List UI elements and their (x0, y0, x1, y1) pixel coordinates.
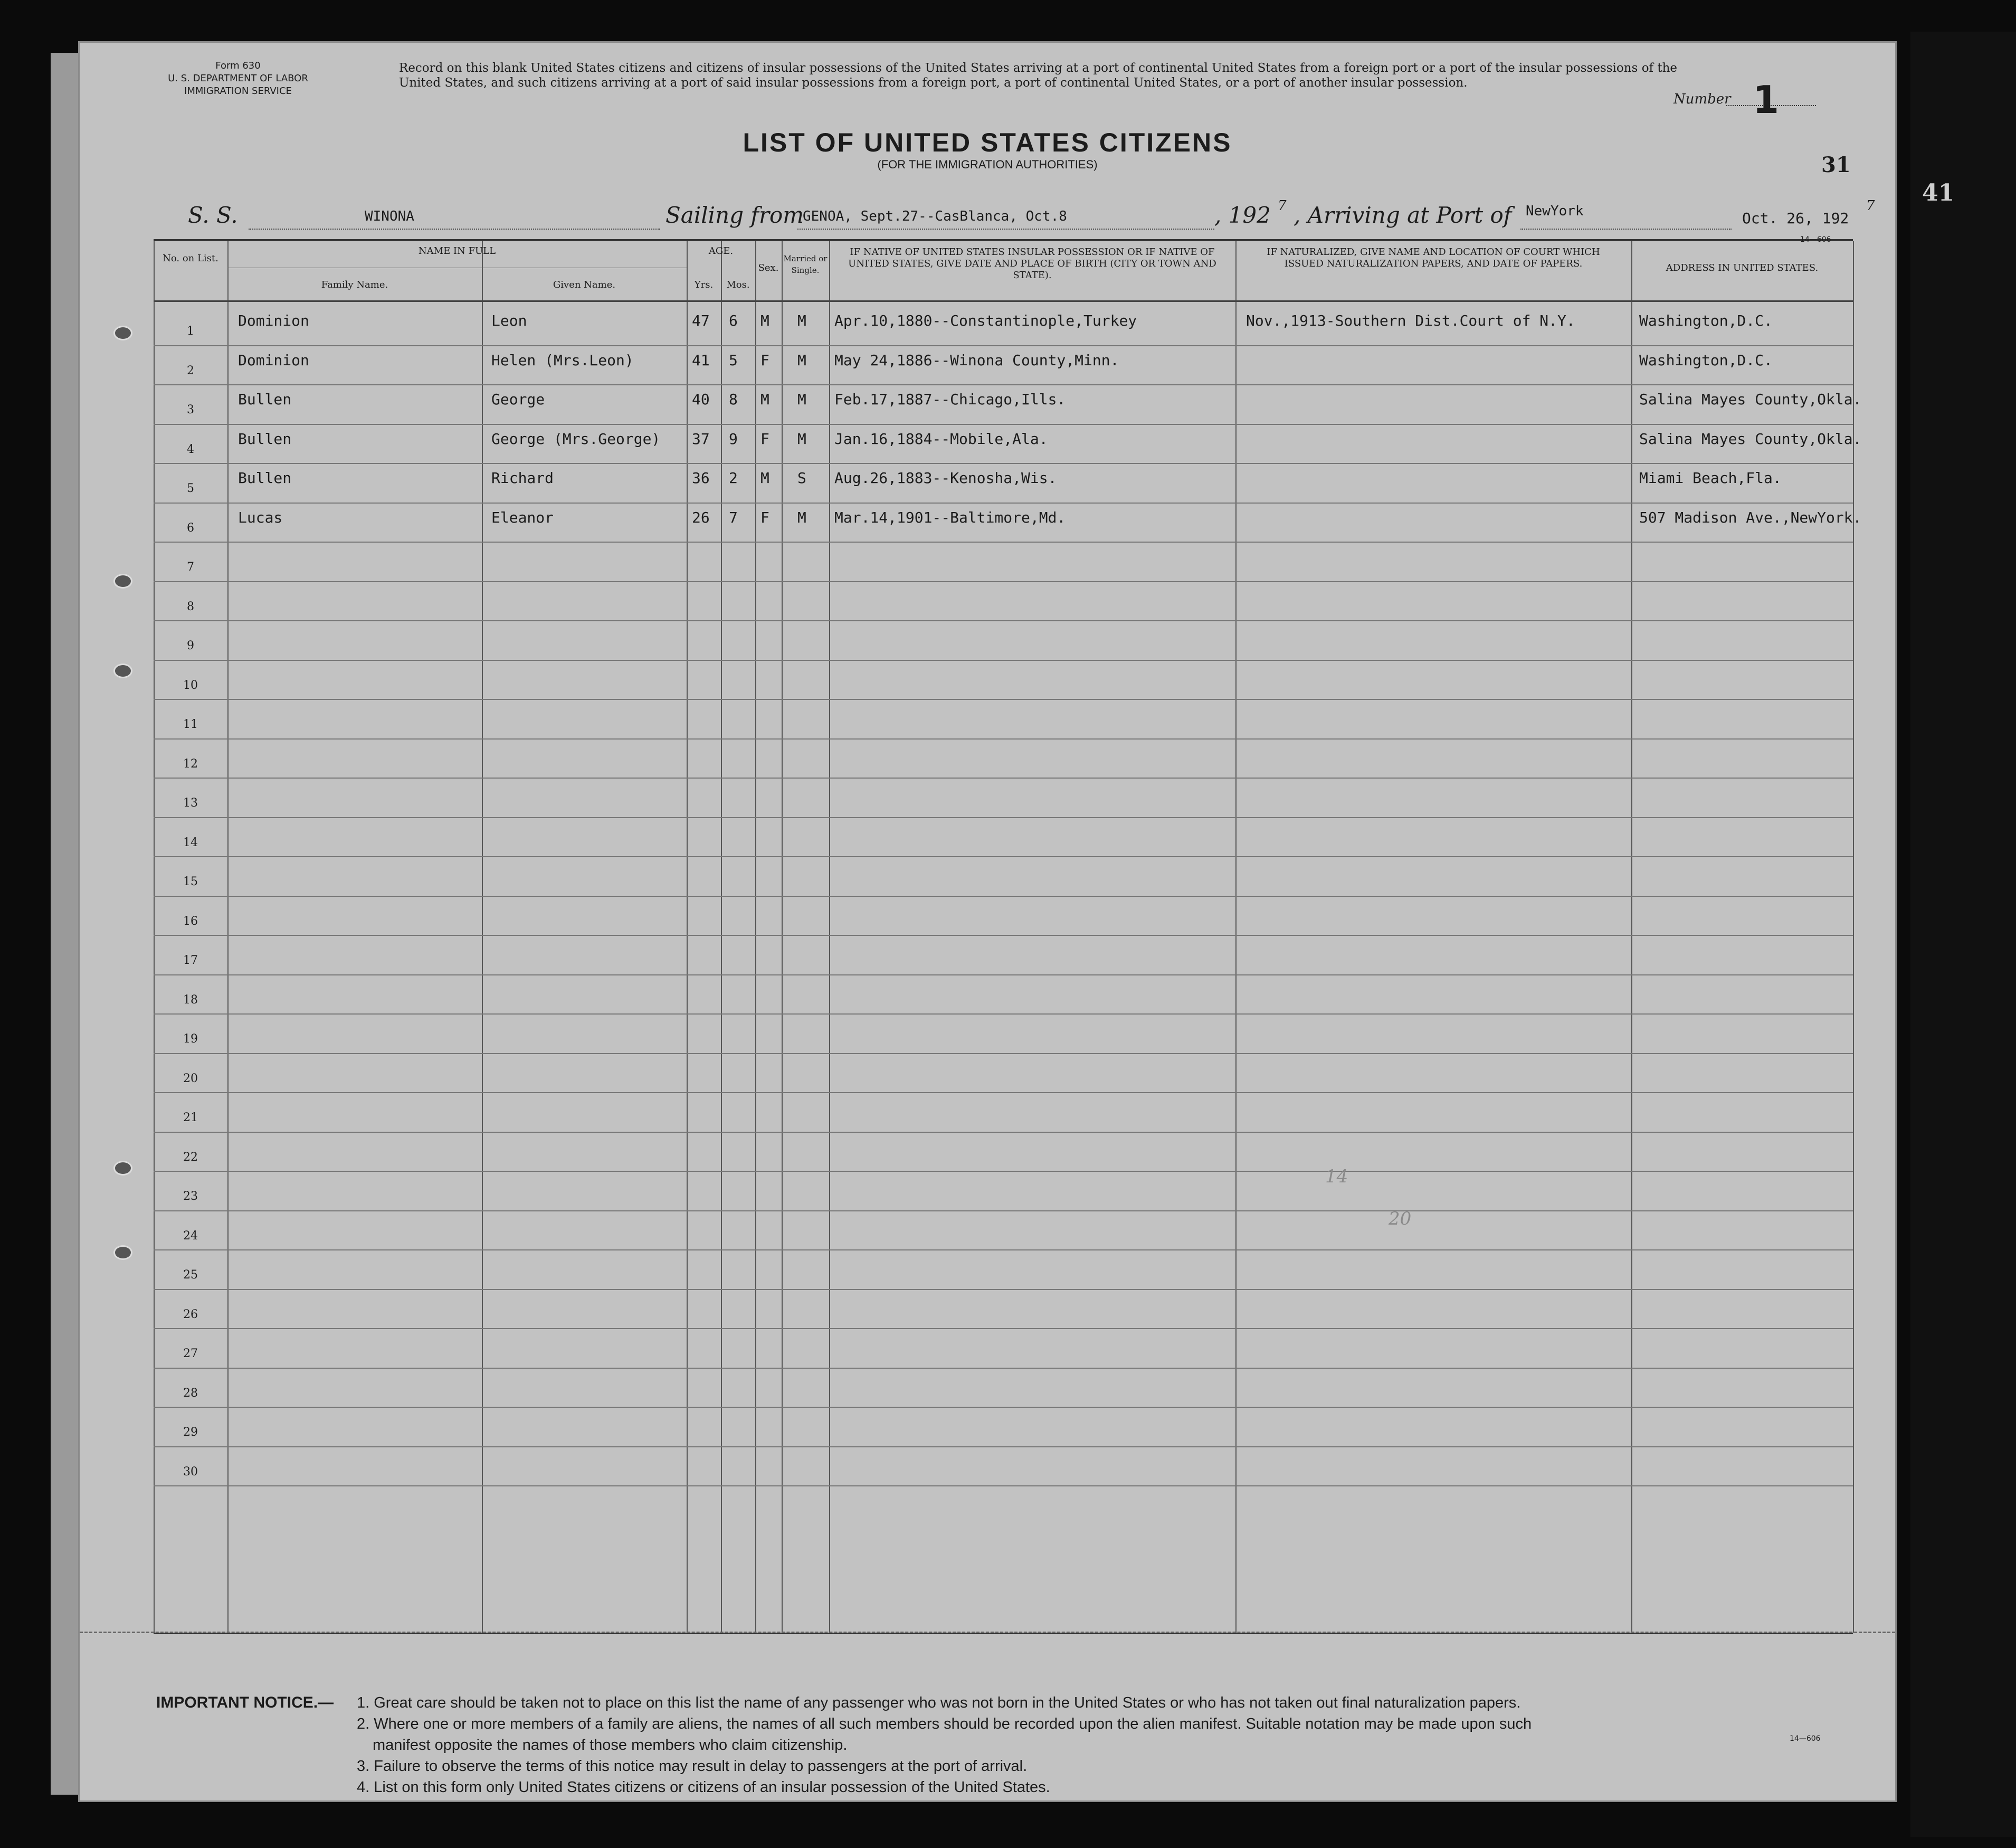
row-number: 18 (183, 993, 198, 1007)
cell-yrs: 40 (692, 391, 710, 408)
cell-ms: M (797, 430, 806, 448)
cell-family: Dominion (238, 351, 309, 369)
row-number: 27 (183, 1347, 198, 1360)
cell-ms: M (797, 391, 806, 408)
col-age: AGE. (708, 245, 734, 257)
ss-label: S. S. (188, 202, 238, 228)
cell-birth: Mar.14,1901--Baltimore,Md. (834, 508, 1066, 526)
cell-naturalization: Nov.,1913-Southern Dist.Court of N.Y. (1246, 312, 1575, 329)
cell-given: Leon (491, 312, 527, 329)
page-number: 31 (1821, 153, 1851, 177)
row-number: 20 (183, 1072, 198, 1085)
cell-mos: 8 (729, 391, 738, 408)
cell-yrs: 47 (692, 312, 710, 329)
row-number: 22 (183, 1150, 198, 1164)
row-number: 19 (183, 1032, 198, 1046)
cell-sex: F (760, 430, 769, 448)
row-rule (154, 660, 1853, 661)
cell-mos: 6 (729, 312, 738, 329)
pencil-mark: 20 (1389, 1208, 1412, 1229)
cell-yrs: 36 (692, 469, 710, 487)
row-number: 25 (183, 1268, 198, 1282)
cell-family: Bullen (238, 469, 292, 487)
row-rule (154, 1210, 1853, 1211)
row-rule (154, 935, 1853, 936)
cell-ms: M (797, 312, 806, 329)
row-number: 28 (183, 1386, 198, 1400)
row-rule (154, 1446, 1853, 1447)
row-rule (154, 345, 1853, 346)
row-rule (154, 620, 1853, 621)
cell-sex: M (760, 312, 769, 329)
row-number: 24 (183, 1229, 198, 1243)
row-number: 14 (183, 836, 198, 849)
row-rule (154, 1485, 1853, 1486)
col-naturalization: IF NATURALIZED, GIVE NAME AND LOCATION OF COURT WHICH ISSUED NATURALIZATION PAPERS, AND DATE OF PAPERS. (1267, 247, 1600, 269)
row-rule (154, 503, 1853, 504)
cell-address: Salina Mayes County,Okla. (1639, 430, 1862, 448)
number-label: Number (1673, 91, 1731, 107)
row-number: 23 (183, 1190, 198, 1203)
row-number: 15 (183, 875, 198, 888)
ship-info-row (80, 198, 1895, 234)
cell-birth: May 24,1886--Winona County,Minn. (834, 351, 1119, 369)
notice-item: 4. List on this form only United States citizens or citizens of an insular possession of the United States. (357, 1779, 1050, 1796)
print-code: 14—606 (1790, 1735, 1821, 1743)
adjacent-page (1910, 32, 2016, 1837)
col-name-in-full: NAME IN FULL (418, 245, 496, 257)
notice-item: 1. Great care should be taken not to place on this list the name of any passenger who was not born in the United States or who has not taken out final naturalization papers. (357, 1694, 1521, 1711)
arriving-label: , Arriving at Port of (1294, 202, 1512, 228)
binding-hole (113, 1245, 132, 1260)
row-number: 8 (187, 600, 194, 613)
page-title: LIST OF UNITED STATES CITIZENS (743, 128, 1232, 157)
cell-birth: Feb.17,1887--Chicago,Ills. (834, 391, 1066, 408)
cell-given: George (Mrs.George) (491, 430, 661, 448)
col-married-single: Married or Single. (783, 254, 828, 275)
ship-name: WINONA (365, 209, 414, 224)
year-suffix-2: 7 (1866, 198, 1875, 214)
cell-ms: S (797, 469, 806, 487)
department: U. S. DEPARTMENT OF LABOR (168, 73, 308, 84)
row-number: 4 (187, 442, 194, 456)
notice-label: IMPORTANT NOTICE.— (156, 1694, 334, 1711)
cell-yrs: 41 (692, 351, 710, 369)
row-rule (154, 1132, 1853, 1133)
row-number: 9 (187, 639, 194, 652)
print-code: 14—606 (1800, 235, 1831, 244)
binding-hole (113, 1161, 132, 1176)
arrival-port: NewYork (1526, 203, 1584, 219)
row-number: 29 (183, 1426, 198, 1439)
notice-item: 2. Where one or more members of a family are aliens, the names of all such members should be recorded upon the alien manifest. Suitable notation may be made upon such (357, 1716, 1532, 1732)
cell-mos: 5 (729, 351, 738, 369)
adjacent-page-number: 41 (1922, 179, 1955, 206)
number-value: 1 (1753, 78, 1780, 122)
cell-address: Miami Beach,Fla. (1639, 469, 1782, 487)
row-rule (154, 542, 1853, 543)
col-mos: Mos. (726, 279, 750, 290)
cell-given: Richard (491, 469, 554, 487)
row-rule (154, 817, 1853, 818)
sheet-edge (51, 53, 82, 1795)
cell-birth: Jan.16,1884--Mobile,Ala. (834, 430, 1048, 448)
pencil-mark: 14 (1325, 1166, 1348, 1187)
row-rule (154, 424, 1853, 425)
row-rule (154, 896, 1853, 897)
row-number: 3 (187, 403, 194, 416)
row-rule (154, 738, 1853, 740)
year-label-1: , 192 (1214, 202, 1271, 228)
col-family-name: Family Name. (321, 279, 388, 290)
cell-family: Dominion (238, 312, 309, 329)
sailing-from: GENOA, Sept.27--CasBlanca, Oct.8 (803, 209, 1067, 224)
cell-birth: Aug.26,1883--Kenosha,Wis. (834, 469, 1057, 487)
cell-family: Bullen (238, 430, 292, 448)
cell-mos: 2 (729, 469, 738, 487)
col-address: ADDRESS IN UNITED STATES. (1666, 262, 1819, 273)
row-number: 16 (183, 914, 198, 928)
arrival-date: Oct. 26, 192 (1742, 210, 1849, 227)
service: IMMIGRATION SERVICE (184, 86, 292, 97)
notice-item: 3. Failure to observe the terms of this notice may result in delay to passengers at the port of arrival. (357, 1758, 1028, 1775)
cell-address: 507 Madison Ave.,NewYork. (1639, 508, 1862, 526)
footer-divider (80, 1632, 1895, 1633)
form-number: Form 630 (215, 60, 261, 71)
row-rule (154, 581, 1853, 582)
cell-sex: M (760, 391, 769, 408)
cell-birth: Apr.10,1880--Constantinople,Turkey (834, 312, 1137, 329)
row-rule (154, 1092, 1853, 1093)
cell-address: Washington,D.C. (1639, 312, 1773, 329)
row-rule (154, 699, 1853, 700)
cell-family: Lucas (238, 508, 283, 526)
row-number: 30 (183, 1465, 198, 1479)
notice-item: manifest opposite the names of those members who claim citizenship. (373, 1737, 848, 1754)
cell-sex: F (760, 351, 769, 369)
row-number: 13 (183, 797, 198, 810)
col-no-on-list: No. on List. (163, 253, 218, 264)
sailing-label: Sailing from (665, 202, 804, 228)
row-number: 11 (183, 718, 198, 731)
cell-ms: M (797, 351, 806, 369)
cell-given: Helen (Mrs.Leon) (491, 351, 634, 369)
row-number: 5 (187, 482, 194, 495)
binding-hole (113, 664, 132, 678)
cell-given: George (491, 391, 545, 408)
row-number: 2 (187, 364, 194, 377)
col-yrs: Yrs. (694, 279, 714, 290)
manifest-sheet (78, 41, 1897, 1802)
row-rule (154, 1328, 1853, 1329)
cell-family: Bullen (238, 391, 292, 408)
binding-hole (113, 574, 132, 589)
cell-mos: 9 (729, 430, 738, 448)
row-rule (154, 856, 1853, 857)
row-rule (154, 1053, 1853, 1054)
row-rule (154, 1171, 1853, 1172)
citizens-table (154, 239, 1862, 1634)
col-birth: IF NATIVE OF UNITED STATES INSULAR POSSESSION OR IF NATIVE OF UNITED STATES, GIVE DATE AND PLACE OF BIRTH (CITY OR TOWN AND STATE). (848, 247, 1216, 281)
col-given-name: Given Name. (553, 279, 616, 290)
row-number: 12 (183, 757, 198, 771)
row-number: 10 (183, 678, 198, 692)
binding-hole (113, 326, 132, 340)
cell-ms: M (797, 508, 806, 526)
row-number: 21 (183, 1111, 198, 1124)
cell-address: Washington,D.C. (1639, 351, 1773, 369)
row-rule (154, 1289, 1853, 1290)
row-rule (154, 1013, 1853, 1015)
row-rule (154, 974, 1853, 975)
year-suffix-1: 7 (1278, 198, 1287, 214)
row-number: 1 (187, 325, 194, 338)
cell-sex: M (760, 469, 769, 487)
row-rule (154, 1368, 1853, 1369)
row-rule (154, 1407, 1853, 1408)
form-block (159, 60, 317, 98)
page-subtitle: (FOR THE IMMIGRATION AUTHORITIES) (877, 158, 1098, 171)
row-number: 6 (187, 521, 194, 535)
row-rule (154, 463, 1853, 464)
cell-mos: 7 (729, 508, 738, 526)
row-number: 17 (183, 954, 198, 967)
row-rule (154, 1249, 1853, 1250)
row-number: 7 (187, 561, 194, 574)
cell-address: Salina Mayes County,Okla. (1639, 391, 1862, 408)
cell-given: Eleanor (491, 508, 554, 526)
row-rule (154, 778, 1853, 779)
row-number: 26 (183, 1307, 198, 1321)
cell-yrs: 26 (692, 508, 710, 526)
record-instruction: Record on this blank United States citizens and citizens of insular possessions of the United States arriving at a port of continental United States from a foreign port or a port of the insular possessions of the United States, and such citizens arriving at a port of said insular possessions from a foreign port, a port of continental United States, or a port of another insular possession. (399, 61, 1678, 90)
cell-yrs: 37 (692, 430, 710, 448)
cell-sex: F (760, 508, 769, 526)
col-sex: Sex. (758, 262, 779, 273)
row-rule (154, 384, 1853, 385)
